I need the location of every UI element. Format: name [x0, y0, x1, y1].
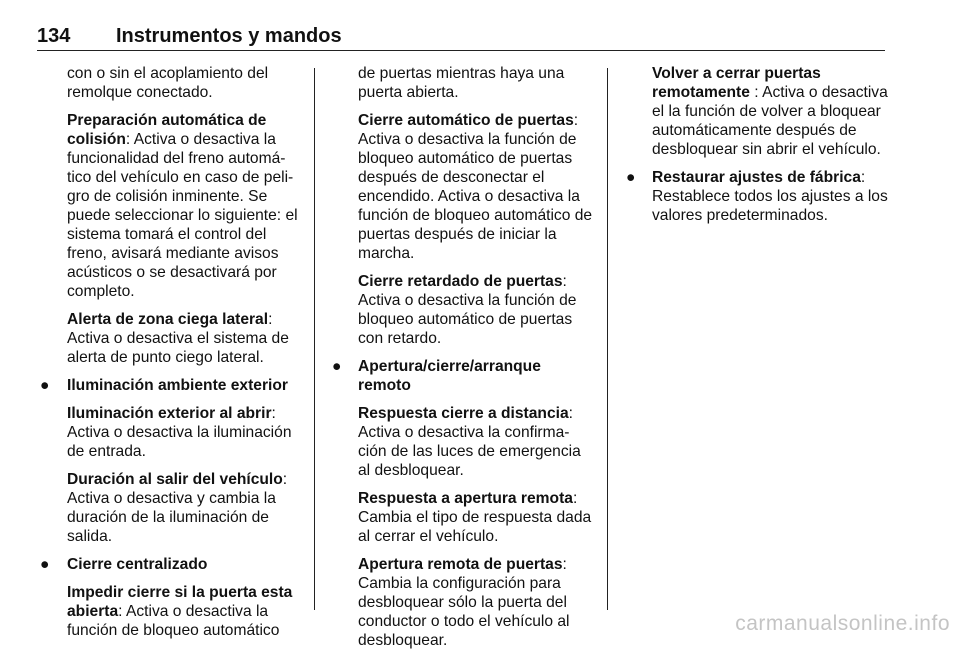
column-3	[624, 64, 892, 234]
paragraph	[38, 470, 308, 546]
setting-title: Cierre automático de puertas	[358, 112, 574, 129]
setting-text: : Cambia la configuración para desbloquear sólo la puerta del conductor o todo el vehículo al desbloquear.	[358, 556, 570, 649]
setting-text: : Activa o desactiva y cambia la duración de la iluminación de salida.	[67, 471, 288, 545]
page-header	[37, 26, 887, 48]
bullet-item	[38, 555, 308, 574]
bullet-label: Apertura/cierre/arranque remoto	[358, 358, 541, 394]
paragraph	[38, 404, 308, 461]
setting-text: : Cambia el tipo de respuesta dada al cerrar el vehículo.	[358, 490, 592, 545]
setting-title: Apertura remota de puertas	[358, 556, 563, 573]
setting-title: Alerta de zona ciega lateral	[67, 311, 269, 328]
paragraph	[38, 583, 308, 640]
setting-text: : Activa o desactiva la función de bloqueo automático de puertas con retardo.	[358, 273, 577, 347]
bullet-icon: ●	[40, 377, 50, 394]
setting-title: Iluminación exterior al abrir	[67, 405, 272, 422]
bullet-item	[330, 357, 596, 395]
paragraph	[330, 404, 596, 480]
bullet-icon: ●	[332, 358, 342, 375]
setting-text: : Activa o desactiva la iluminación de entrada.	[67, 405, 292, 460]
watermark: carmanualsonline.info	[735, 612, 950, 635]
setting-title: Volver a cerrar puertas remotamente	[652, 65, 821, 101]
bullet-label: Cierre centralizado	[67, 556, 208, 573]
paragraph: de puertas mientras haya una puerta abierta.	[358, 65, 565, 101]
bullet-icon: ●	[626, 169, 636, 186]
bullet-item	[624, 168, 892, 225]
setting-title: Impedir cierre si la puerta esta abierta	[67, 584, 293, 620]
column-divider-1	[314, 68, 315, 610]
setting-text: : Activa o desactiva el sistema de alerta de punto ciego lateral.	[67, 311, 289, 366]
column-2	[330, 64, 596, 659]
column-1	[38, 64, 308, 649]
setting-title: Preparación automática de colisión	[67, 112, 267, 148]
setting-title: Respuesta a apertura remota	[358, 490, 573, 507]
paragraph	[330, 272, 596, 348]
header-rule	[37, 50, 885, 51]
paragraph	[330, 111, 596, 263]
bullet-label: Iluminación ambiente exterior	[67, 377, 288, 394]
setting-title: Cierre retardado de puertas	[358, 273, 563, 290]
page-number: 134	[37, 25, 71, 47]
setting-text: : Activa o desactiva la función de bloqueo automático	[67, 603, 280, 639]
paragraph: con o sin el acoplamiento del remolque conectado.	[67, 65, 269, 101]
column-divider-2	[607, 68, 608, 610]
bullet-item	[38, 376, 308, 395]
paragraph	[330, 489, 596, 546]
paragraph	[38, 111, 308, 301]
paragraph	[330, 555, 596, 650]
setting-text: : Restablece todos los ajustes a los valores predeterminados.	[652, 169, 888, 224]
section-title: Instrumentos y mandos	[116, 25, 342, 47]
setting-text: : Activa o desactiva la funcionalidad del freno automá‐tico del vehículo en caso de peli‐gro de colisión inminente. Se puede seleccionar lo siguiente: el sistema tomará el control del freno, avisará mediante avisos acústicos o se desactivará por completo.	[67, 131, 298, 300]
paragraph	[38, 310, 308, 367]
setting-title: Respuesta cierre a distancia	[358, 405, 569, 422]
setting-text: : Activa o desactiva el la función de volver a bloquear automáticamente después de desbloquear sin abrir el vehículo.	[652, 84, 888, 158]
bullet-label: Restaurar ajustes de fábrica	[652, 169, 861, 186]
setting-title: Duración al salir del vehículo	[67, 471, 283, 488]
paragraph	[624, 64, 892, 159]
setting-text: : Activa o desactiva la confirma‐ción de las luces de emergencia al desbloquear.	[358, 405, 581, 479]
bullet-icon: ●	[40, 556, 50, 573]
setting-text: : Activa o desactiva la función de bloqueo automático de puertas después de desconectar el encendido. Activa o desactiva la función de bloqueo automático de puertas después de iniciar la marcha.	[358, 112, 593, 262]
